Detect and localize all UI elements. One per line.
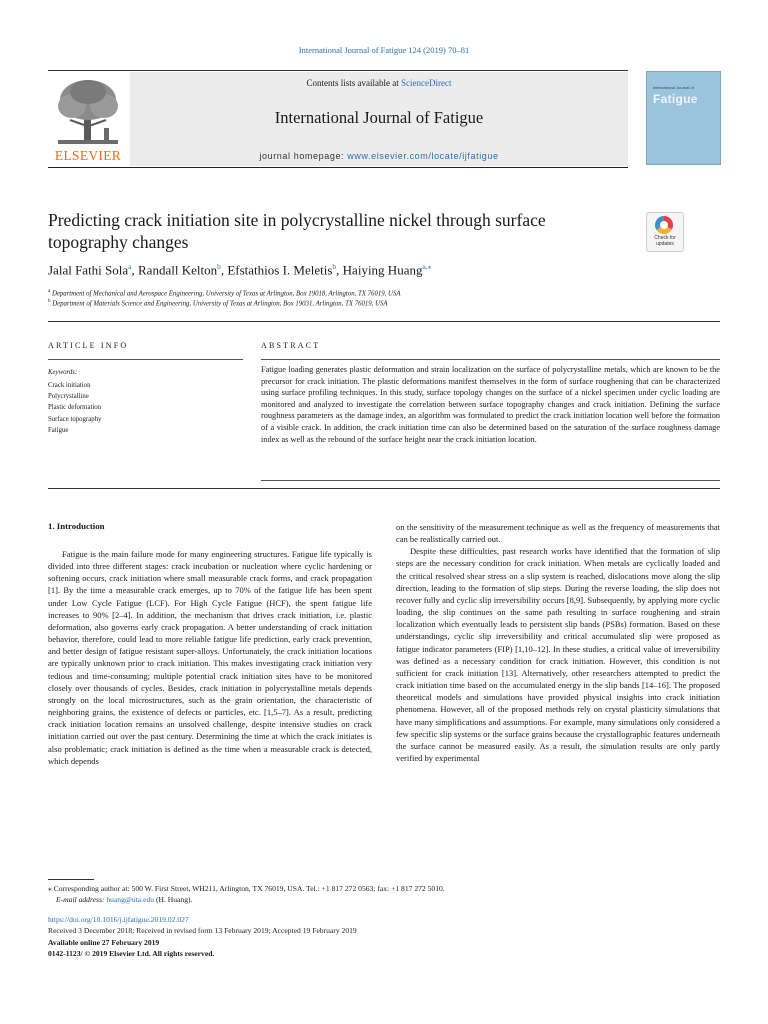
- email-suffix: (H. Huang).: [154, 895, 193, 904]
- publication-info: [48, 914, 720, 959]
- article-info-heading: ARTICLE INFO: [48, 341, 129, 350]
- keyword: Plastic deformation: [48, 404, 102, 412]
- doi-link[interactable]: https://doi.org/10.1016/j.ijfatigue.2019.02.027: [48, 915, 189, 924]
- abstract-text: Fatigue loading generates plastic deformation and strain localization on the surface of polycrystalline metals, which are known to be the precursor for crack initiation. The plastic deformations manifest themselves in the form of surface roughening that can be characterized using surface profiling techniques. In this study, surface topology changes on the surface of a nickel specimen under cyclic loading are monitored and analyzed to investigate the correlation between surface topography changes and crack initiation. Defining the surface roughness parameters as the damage index, an algorithm was formulated to predict the crack initiation location well before the formation of a visible crack. In addition, the crack initiation time can also be determined based on the saturation of the surface roughness damage index as well as the rebound of the surface height near the crack initiation location.: [261, 365, 720, 444]
- author-name[interactable]: Haiying Huang: [342, 262, 423, 278]
- elsevier-wordmark: ELSEVIER: [54, 148, 122, 163]
- keyword: Fatigue: [48, 426, 69, 434]
- homepage-label: journal homepage:: [259, 151, 348, 161]
- journal-title: International Journal of Fatigue: [274, 108, 484, 127]
- body-paragraph: Fatigue is the main failure mode for many engineering structures. Fatigue life typically is divided into three different stages: crack incubation or nucleation where cyclic hardening or softening occurs, crack initiation where small measurable crack forms, and crack propagation [1]. By the time a measurable crack emerges, up to 70% of the fatigue life has been spent under Low Cycle Fatigue (LCF). For High Cycle Fatigue (HCF), the spent fatigue life increases to 90% [2–4]. In addition, the mechanism that drives crack initiation, i.e. plastic deformation, also governs early crack propagation. A better understanding of crack initiation behavior, therefore, could lead to more reliable fatigue life prediction, early crack prevention, and better design of fatigue resistant super-alloys. Unfortunately, the crack initiation locations are typically unknown prior to crack initiation. This makes investigating crack initiation very tedious and time-consuming; multiple potential crack initiation sites have to be monitored closely over thousands of cycles. Besides, crack initiation in polycrystalline metals depends strongly on the local microstructures, such as the grain orientation, the characteristic of neighboring grains, the existence of defects or particles, etc. [1,5–7]. As a result, predicting crack initiation location remains an unsolved challenge, despite intensive studies on crack initiation carried out over the past century. Determining the time at which the crack initiates is also problematic; crack initiation is defined as the time when a measurable crack is detected, which depends: [48, 549, 372, 766]
- keyword: Crack initiation: [48, 382, 91, 389]
- email-link[interactable]: huang@uta.edu: [106, 895, 155, 904]
- corresponding-footnote: [48, 883, 720, 905]
- affiliation-text: Department of Mechanical and Aerospace Engineering, University of Texas at Arlington, Box 19018, Arlington, TX 76019, USA: [51, 290, 401, 298]
- body-paragraph: Despite these difficulties, past research works have identified that the formation of slip steps are the necessary condition for crack initiation. When metals are cyclically loaded and the critical resolved shear stress on a slip system is reached, dislocations move along the slip direction, leading to the formation of slip steps. During the reverse loading, the slip does not recover fully and cyclic slip irreversibility occurs [8,9]. Subsequently, by applying more cyclic loading, the slip continues on the same path resulting in surface roughening and strain localization which eventually leads to persistent slip bands (PSBs) formation. Based on these understandings, cyclic slip irreversibility and critical accumulated slip were proposed as fatigue indicator parameters (FIP) [1,10–12]. In these studies, a critical value of irreversibility was defined as a necessary condition for crack initiation. However, this condition is not sufficient for crack initiation [13]. Alternatively, other researchers attempted to predict the crack initiation time based on the accumulated energy in the slip bands [14–16]. The proposed theoretical models and simulations have provided physical insights into crack initiation phenomena. However, all of the proposed methods rely on crystal plasticity simulations that have many simplifications and assumptions. For example, many simulations only considered a few specific slip systems or the surface grains because the crystallographic features underneath the surface cannot be measured easily. As a result, the simulation results are only partly verified by experimental: [396, 546, 720, 763]
- keyword-list: [48, 380, 101, 436]
- abstract-rule: [261, 359, 720, 360]
- affiliation-marker: a: [48, 289, 51, 294]
- contents-line: [130, 78, 628, 88]
- corresponding-author-note: ⁎ Corresponding author at: 500 W. First Street, WH211, Arlington, TX 76019, USA. Tel.: +1 817 272 0563; fax: +1 817 272 5010.: [48, 884, 445, 893]
- footnote-rule: [48, 879, 94, 880]
- body-right-column: [396, 521, 720, 764]
- check-updates-icon-center: [660, 221, 668, 229]
- author-name[interactable]: Randall Kelton: [138, 262, 218, 278]
- journal-citation[interactable]: International Journal of Fatigue 124 (2019) 70–81: [298, 45, 470, 55]
- sciencedirect-link[interactable]: ScienceDirect: [401, 78, 452, 88]
- contents-prefix: Contents lists available at: [306, 78, 401, 88]
- author-name[interactable]: Efstathios I. Meletis: [227, 262, 333, 278]
- author-affil-sup[interactable]: b: [217, 262, 221, 271]
- received-dates: Received 3 December 2018; Received in revised form 13 February 2019; Accepted 19 February 2019: [48, 926, 357, 936]
- journal-homepage: [130, 151, 628, 161]
- keywords-label: Keywords:: [48, 369, 78, 376]
- author-affil-sup[interactable]: a: [128, 262, 132, 271]
- section-rule: [48, 321, 720, 322]
- author-affil-sup[interactable]: b: [332, 262, 337, 271]
- author-name[interactable]: Jalal Fathi Sola: [48, 262, 129, 278]
- article-title: Predicting crack initiation site in polycrystalline nickel through surface topography changes: [48, 210, 546, 252]
- keyword: Surface topography: [48, 415, 102, 423]
- abstract-end-rule: [261, 480, 720, 481]
- homepage-link[interactable]: www.elsevier.com/locate/ijfatigue: [347, 151, 499, 161]
- email-label: E-mail address:: [56, 895, 107, 904]
- available-online: Available online 27 February 2019: [48, 937, 160, 947]
- cover-subtitle: International Journal of: [653, 85, 694, 90]
- journal-cover-thumbnail[interactable]: [646, 71, 721, 165]
- abstract-heading: ABSTRACT: [261, 341, 321, 350]
- check-for-updates-badge[interactable]: [646, 212, 684, 252]
- affiliation-text: Department of Materials Science and Engineering, University of Texas at Arlington, Box 19031, Arlington, TX 76019, USA: [52, 300, 388, 308]
- section-heading-introduction: 1. Introduction: [48, 521, 105, 531]
- check-updates-label: Check for updates: [654, 235, 676, 247]
- affiliation: [48, 289, 648, 297]
- cover-title: Fatigue: [653, 92, 698, 106]
- body-paragraph: on the sensitivity of the measurement technique as well as the frequency of measurements that can be realistically carried out.: [396, 522, 720, 545]
- author-list: Jalal Fathi Sola$^a$, Randall Kelton$^b$, Efstathios I. Meletis$^b$, Haiying Huang$^{a,⁎}$: [48, 262, 432, 278]
- header-top-rule: [48, 70, 628, 71]
- copyright-line: 0142-1123/ © 2019 Elsevier Ltd. All rights reserved.: [48, 948, 215, 958]
- email-line: [48, 894, 720, 905]
- article-info-rule: [48, 359, 243, 360]
- body-left-column: [48, 548, 372, 767]
- affiliation-marker: b: [48, 299, 51, 304]
- keyword: Polycrystalline: [48, 393, 89, 401]
- header-bottom-rule: [48, 167, 628, 168]
- affiliation: [48, 299, 648, 307]
- author-affil-sup[interactable]: a,⁎: [422, 262, 432, 271]
- body-start-rule: [48, 488, 720, 489]
